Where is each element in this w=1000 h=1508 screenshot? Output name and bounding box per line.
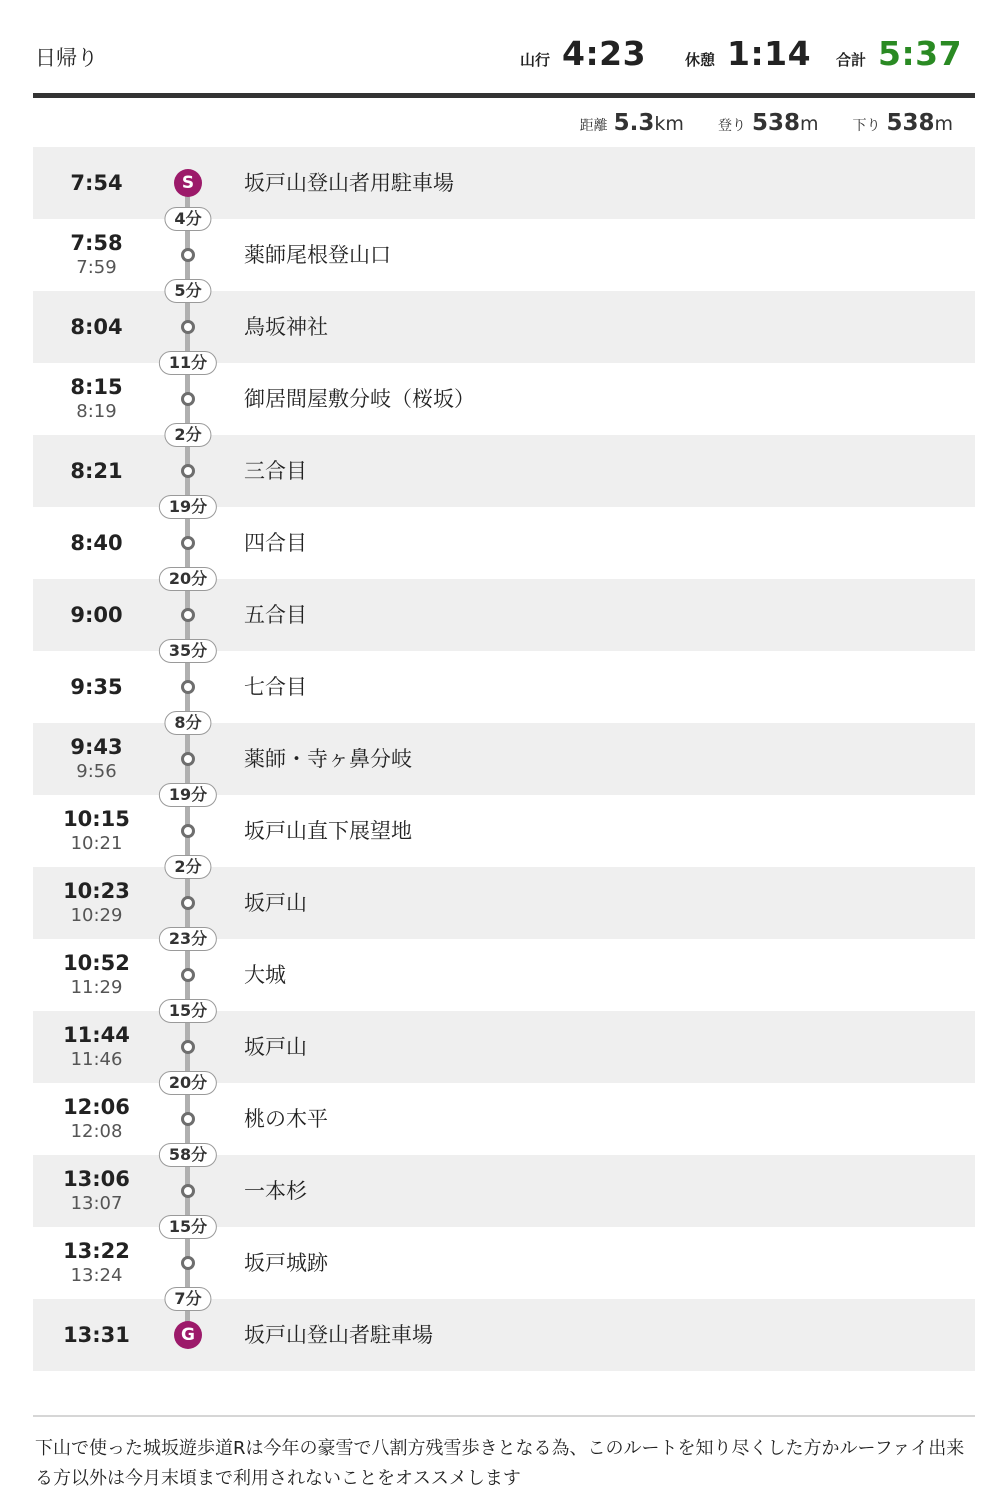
stop-times [33, 867, 160, 939]
total-time-stat [836, 34, 962, 73]
arrival-time: 10:52 [63, 951, 130, 975]
segment-duration-badge: 20分 [159, 567, 217, 591]
timeline-list [33, 147, 975, 1371]
place-name: 四合目 [244, 531, 307, 555]
arrival-time: 8:21 [70, 459, 123, 483]
descent-unit: m [934, 113, 953, 135]
descent-label: 下り [852, 118, 881, 134]
place-name: 坂戸城跡 [244, 1251, 328, 1275]
segment-duration-badge: 35分 [159, 639, 217, 663]
stop-times [33, 939, 160, 1011]
descent-value: 538 [886, 110, 935, 136]
arrival-time: 8:40 [70, 531, 123, 555]
waypoint-dot-icon [181, 464, 195, 478]
segment-duration-badge: 5分 [164, 279, 211, 303]
segment-duration-badge: 4分 [164, 207, 211, 231]
distance-label: 距離 [579, 118, 608, 134]
waypoint-dot-icon [181, 968, 195, 982]
waypoint-dot-icon [181, 1112, 195, 1126]
ascent-value: 538 [751, 110, 800, 136]
waypoint-dot-icon [181, 1184, 195, 1198]
segment-duration-badge: 23分 [159, 927, 217, 951]
walk-time-stat [520, 34, 646, 73]
place-name: 五合目 [244, 603, 307, 627]
total-time-label: 合計 [836, 51, 867, 69]
stop-times [33, 363, 160, 435]
stop-times [33, 579, 160, 651]
ascent-stat [718, 110, 819, 136]
arrival-time: 7:54 [70, 171, 123, 195]
departure-time: 10:29 [70, 905, 123, 926]
walk-time-label: 山行 [520, 51, 551, 69]
departure-time: 11:29 [70, 977, 123, 998]
ascent-unit: m [799, 113, 819, 135]
waypoint-dot-icon [181, 320, 195, 334]
waypoint-dot-icon [181, 752, 195, 766]
stop-times [33, 1227, 160, 1299]
place-name: 三合目 [244, 459, 307, 483]
waypoint-dot-icon [181, 1256, 195, 1270]
ascent-label: 登り [717, 118, 746, 134]
start-marker-icon: S [174, 169, 202, 197]
arrival-time: 9:43 [70, 735, 123, 759]
segment-duration-badge: 8分 [164, 711, 211, 735]
stop-times [33, 291, 160, 363]
arrival-time: 13:06 [63, 1167, 130, 1191]
arrival-time: 8:15 [70, 375, 123, 399]
segment-duration-badge: 15分 [159, 1215, 217, 1239]
arrival-time: 8:04 [70, 315, 123, 339]
place-name: 坂戸山登山者用駐車場 [244, 171, 454, 195]
route-summary [580, 110, 953, 136]
arrival-time: 10:23 [63, 879, 130, 903]
place-name: 一本杉 [244, 1179, 307, 1203]
descent-stat [852, 110, 953, 136]
stop-times [33, 795, 160, 867]
route-note: 下山で使った城坂遊歩道Rは今年の豪雪で八割方残雪歩きとなる為、このルートを知り尽くした方かルーファイ出来る方以外は今月末頃まで利用されないことをオススメします [35, 1438, 965, 1489]
segment-duration-badge: 58分 [159, 1143, 217, 1167]
arrival-time: 13:22 [63, 1239, 130, 1263]
arrival-time: 13:31 [63, 1323, 130, 1347]
stop-times [33, 219, 160, 291]
arrival-time: 9:35 [70, 675, 123, 699]
stop-times [33, 1155, 160, 1227]
waypoint-dot-icon [181, 896, 195, 910]
goal-marker-icon: G [174, 1321, 202, 1349]
departure-time: 13:07 [70, 1193, 123, 1214]
waypoint-dot-icon [181, 824, 195, 838]
place-name: 御居間屋敷分岐（桜坂） [244, 387, 475, 411]
place-name: 坂戸山 [244, 1035, 307, 1059]
waypoint-dot-icon [181, 680, 195, 694]
segment-duration-badge: 2分 [164, 855, 211, 879]
arrival-time: 12:06 [63, 1095, 130, 1119]
segment-duration-badge: 19分 [159, 495, 217, 519]
stop-times [33, 651, 160, 723]
place-name: 桃の木平 [244, 1107, 328, 1131]
arrival-time: 10:15 [63, 807, 130, 831]
rest-time-stat [685, 34, 811, 73]
stop-times [33, 435, 160, 507]
total-time-value: 5:37 [878, 34, 963, 73]
waypoint-dot-icon [181, 1040, 195, 1054]
departure-time: 11:46 [70, 1049, 123, 1070]
waypoint-dot-icon [181, 392, 195, 406]
stop-times [33, 507, 160, 579]
distance-stat [580, 110, 684, 136]
segment-duration-badge: 2分 [164, 423, 211, 447]
arrival-time: 9:00 [70, 603, 123, 627]
segment-duration-badge: 7分 [164, 1287, 211, 1311]
departure-time: 8:19 [76, 401, 117, 422]
rest-time-label: 休憩 [685, 51, 716, 69]
place-name: 七合目 [244, 675, 307, 699]
arrival-time: 11:44 [63, 1023, 130, 1047]
place-name: 坂戸山登山者駐車場 [244, 1323, 433, 1347]
header-divider [33, 93, 975, 98]
segment-duration-badge: 20分 [159, 1071, 217, 1095]
distance-value: 5.3 [613, 110, 655, 136]
stop-times [33, 1083, 160, 1155]
waypoint-dot-icon [181, 248, 195, 262]
stop-times [33, 723, 160, 795]
departure-time: 7:59 [76, 257, 117, 278]
departure-time: 10:21 [70, 833, 123, 854]
arrival-time: 7:58 [70, 231, 123, 255]
place-name: 坂戸山直下展望地 [244, 819, 412, 843]
stop-times [33, 1299, 160, 1371]
trip-type-label: 日帰り [35, 46, 98, 70]
segment-duration-badge: 15分 [159, 999, 217, 1023]
place-name: 鳥坂神社 [244, 315, 328, 339]
segment-duration-badge: 11分 [159, 351, 217, 375]
place-name: 大城 [244, 963, 286, 987]
course-time-header [33, 30, 975, 94]
departure-time: 12:08 [70, 1121, 123, 1142]
place-name: 薬師・寺ヶ鼻分岐 [244, 747, 412, 771]
departure-time: 9:56 [76, 761, 117, 782]
stop-times [33, 1011, 160, 1083]
rest-time-value: 1:14 [727, 34, 812, 73]
place-name: 薬師尾根登山口 [244, 243, 391, 267]
departure-time: 13:24 [70, 1265, 123, 1286]
footer-divider [33, 1415, 975, 1417]
stop-times [33, 147, 160, 219]
waypoint-dot-icon [181, 536, 195, 550]
distance-unit: km [654, 113, 684, 135]
waypoint-dot-icon [181, 608, 195, 622]
segment-duration-badge: 19分 [159, 783, 217, 807]
place-name: 坂戸山 [244, 891, 307, 915]
walk-time-value: 4:23 [562, 34, 647, 73]
